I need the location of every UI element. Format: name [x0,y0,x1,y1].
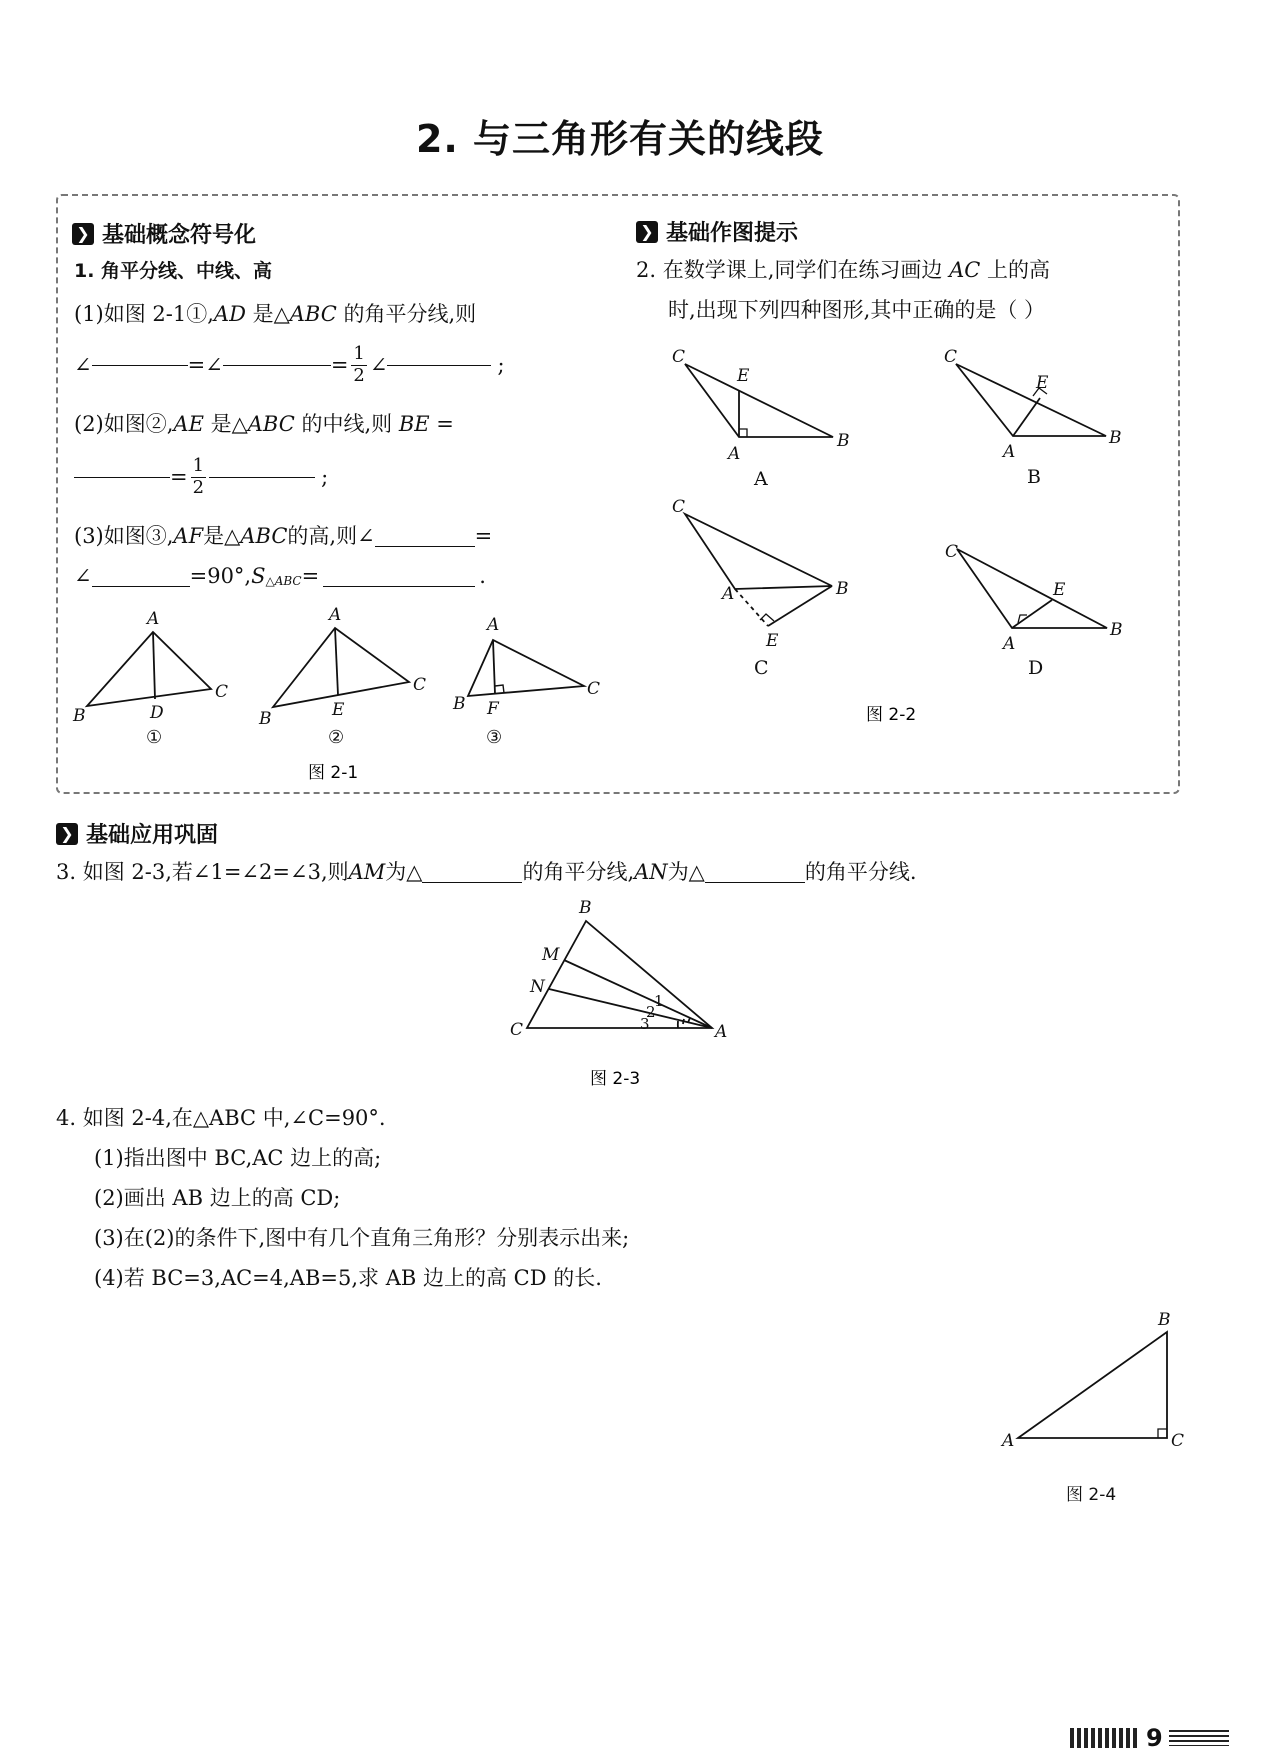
vertex-label: B [73,706,86,726]
text: ABC [289,302,337,326]
q4-sub1: (1)指出图中 BC,AC 边上的高; [94,1146,382,1170]
vertex-label: A [329,605,342,625]
segment-AM [564,960,712,1028]
text: AC [949,258,981,282]
vertex-label: B [1110,620,1123,640]
answer-blank[interactable] [223,365,331,366]
text: 是△ [203,412,248,436]
figure-caption: 图 2-3 [590,1069,641,1089]
triangle-abc [527,921,712,1028]
figure-caption: 图 2-2 [866,705,917,725]
answer-blank[interactable] [323,586,475,587]
answer-blank[interactable] [209,477,315,478]
option-label: A [754,468,768,490]
text: =90°, [189,564,252,588]
figure-2-4 [990,1300,1200,1480]
page-title: 2. 与三角形有关的线段 [415,117,825,161]
q1-part2-line2 [74,456,328,498]
q2-line2: 时,出现下列四种图形,其中正确的是（ ） [668,298,1046,322]
text: AF [173,524,204,548]
vertex-label: C [672,347,686,367]
vertex-label: B [836,579,849,599]
vertex-label: E [737,366,750,386]
section-basic-concepts [72,218,256,249]
angle-bisector-AD [153,632,155,699]
vertex-label: N [530,977,545,997]
text: = [330,352,349,377]
option-label: C [754,657,769,679]
q1-part3-line2 [74,566,486,587]
text: 1 [192,455,205,476]
vertex-label: E [332,700,345,720]
text: 的角平分线, [522,860,635,884]
answer-blank[interactable] [92,586,190,587]
vertex-label: A [1002,1431,1015,1451]
text: 的角平分线. [804,860,917,884]
section-basic-drawing [636,216,798,247]
vertex-label: C [215,682,229,702]
triangle-1 [87,632,211,706]
section-label: 基础应用巩固 [86,823,219,848]
vertex-label: A [722,584,735,604]
fraction [191,456,206,498]
text: =∠ [187,352,223,377]
median-AE [335,628,338,695]
footer-bars-icon [1070,1728,1140,1748]
text: = [474,524,493,548]
vertex-label: E [1053,580,1066,600]
text: 为△ [385,860,423,884]
figure-caption: 图 2-1 [308,763,359,783]
vertex-label: C [944,347,958,367]
q1-part3-line1 [74,526,492,547]
text: 的中线,则 [294,412,399,436]
q2-line1 [636,260,1050,281]
text: AD [213,302,246,326]
option-b-triangle [956,364,1106,436]
section-label: 基础作图提示 [666,221,799,246]
figure-number: ③ [486,727,503,748]
q1-part2-line1 [74,414,454,435]
text: = [170,464,188,489]
option-c-altitude [768,586,832,626]
vertex-label: A [728,444,741,464]
text: ABC [247,412,295,436]
q3-text [56,862,917,883]
right-angle-mark [495,685,504,693]
angle-number: 3 [640,1015,650,1033]
text: 1 [353,343,365,364]
figure-caption: 图 2-4 [1066,1485,1117,1505]
altitude-AF [493,640,495,694]
vertex-label: F [487,699,499,719]
answer-blank[interactable] [422,882,522,883]
vertex-label: C [945,542,959,562]
angle-arc [683,1019,684,1024]
text: = [429,412,454,436]
option-label: D [1028,657,1044,679]
option-a-triangle [685,364,833,437]
option-label: B [1027,466,1041,488]
vertex-label: A [147,609,160,629]
section-arrow-icon: ❯ [72,223,94,245]
option-d-altitude [1012,600,1052,628]
text: (1)如图 2-1①, [74,302,214,326]
text: ; [321,464,329,489]
angle-number: 1 [654,992,664,1010]
text: = [301,564,320,588]
vertex-label: B [837,431,850,451]
q1-heading: 1. 角平分线、中线、高 [74,260,273,282]
answer-blank[interactable] [387,365,491,366]
option-c-triangle [685,514,832,589]
q4-sub4: (4)若 BC=3,AC=4,AB=5,求 AB 边上的高 CD 的长. [94,1266,602,1290]
vertex-label: C [672,497,686,517]
triangle-2 [273,628,409,707]
vertex-label: B [453,694,466,714]
vertex-label: M [542,945,560,965]
text: 的角平分线,则 [336,302,477,326]
text: S [251,564,266,588]
text: △ABC [265,574,302,588]
text: 2 [192,476,205,498]
section-arrow-icon: ❯ [56,823,78,845]
answer-blank[interactable] [92,365,188,366]
right-triangle [1018,1332,1167,1438]
vertex-label: A [1003,634,1016,654]
vertex-label: B [579,898,592,918]
option-d-triangle [957,549,1107,628]
text: ∠ [74,352,92,377]
answer-blank[interactable] [74,477,170,478]
q1-part1-line1 [74,304,476,325]
q4-sub3: (3)在(2)的条件下,图中有几个直角三角形？分别表示出来; [94,1226,630,1250]
text: (3)如图③, [74,524,174,548]
footer-lines-icon [1169,1730,1229,1746]
vertex-label: A [715,1022,728,1042]
text: ∠ [369,352,388,377]
page-footer [1070,1724,1270,1752]
text: ABC [240,524,288,548]
vertex-label: C [1171,1431,1185,1451]
figure-number: ② [328,727,345,748]
figure-2-3 [500,894,750,1094]
vertex-label: C [510,1020,524,1040]
figure-number: ① [146,727,163,748]
q1-part1-line2 [74,344,505,386]
answer-blank[interactable] [705,882,805,883]
text: AM [348,860,386,884]
text: . [479,564,486,588]
vertex-label: B [1158,1310,1171,1330]
section-basic-application [56,818,218,849]
answer-blank[interactable] [375,546,475,547]
text: AN [634,860,668,884]
triangle-3 [468,640,584,696]
text: 2 [353,364,365,386]
vertex-label: D [150,703,164,723]
text: 是△ [203,524,241,548]
vertex-label: C [587,679,601,699]
vertex-label: B [1109,428,1122,448]
text: 2. 在数学课上,同学们在练习画边 [636,258,950,282]
section-arrow-icon: ❯ [636,221,658,243]
figure-2-1 [60,600,620,790]
text: (2)如图②, [74,412,174,436]
section-label: 基础概念符号化 [102,223,257,248]
q4-sub2: (2)画出 AB 边上的高 CD; [94,1186,341,1210]
vertex-label: A [487,615,500,635]
text: ∠ [74,564,92,588]
text: 是△ [245,302,290,326]
text: 的高,则∠ [287,524,375,548]
right-angle-mark [739,429,747,437]
text: AE [173,412,204,436]
text: 3. 如图 2-3,若∠1=∠2=∠3,则 [56,860,349,884]
right-angle-mark [1158,1429,1167,1438]
vertex-label: E [1036,373,1049,393]
fraction [351,344,366,386]
vertex-label: E [766,631,779,651]
text: 为△ [667,860,705,884]
page-number: 9 [1146,1724,1163,1752]
angle-number: 2 [646,1003,656,1021]
option-b-altitude [1013,398,1040,436]
text: 上的高 [980,258,1050,282]
text: ; [497,352,505,377]
figure-2-2 [660,336,1160,736]
text: BE [398,412,430,436]
vertex-label: C [413,675,427,695]
vertex-label: B [259,709,272,729]
q4-intro: 4. 如图 2-4,在△ABC 中,∠C=90°. [56,1106,386,1130]
option-c-extension [735,589,768,626]
vertex-label: A [1003,442,1016,462]
